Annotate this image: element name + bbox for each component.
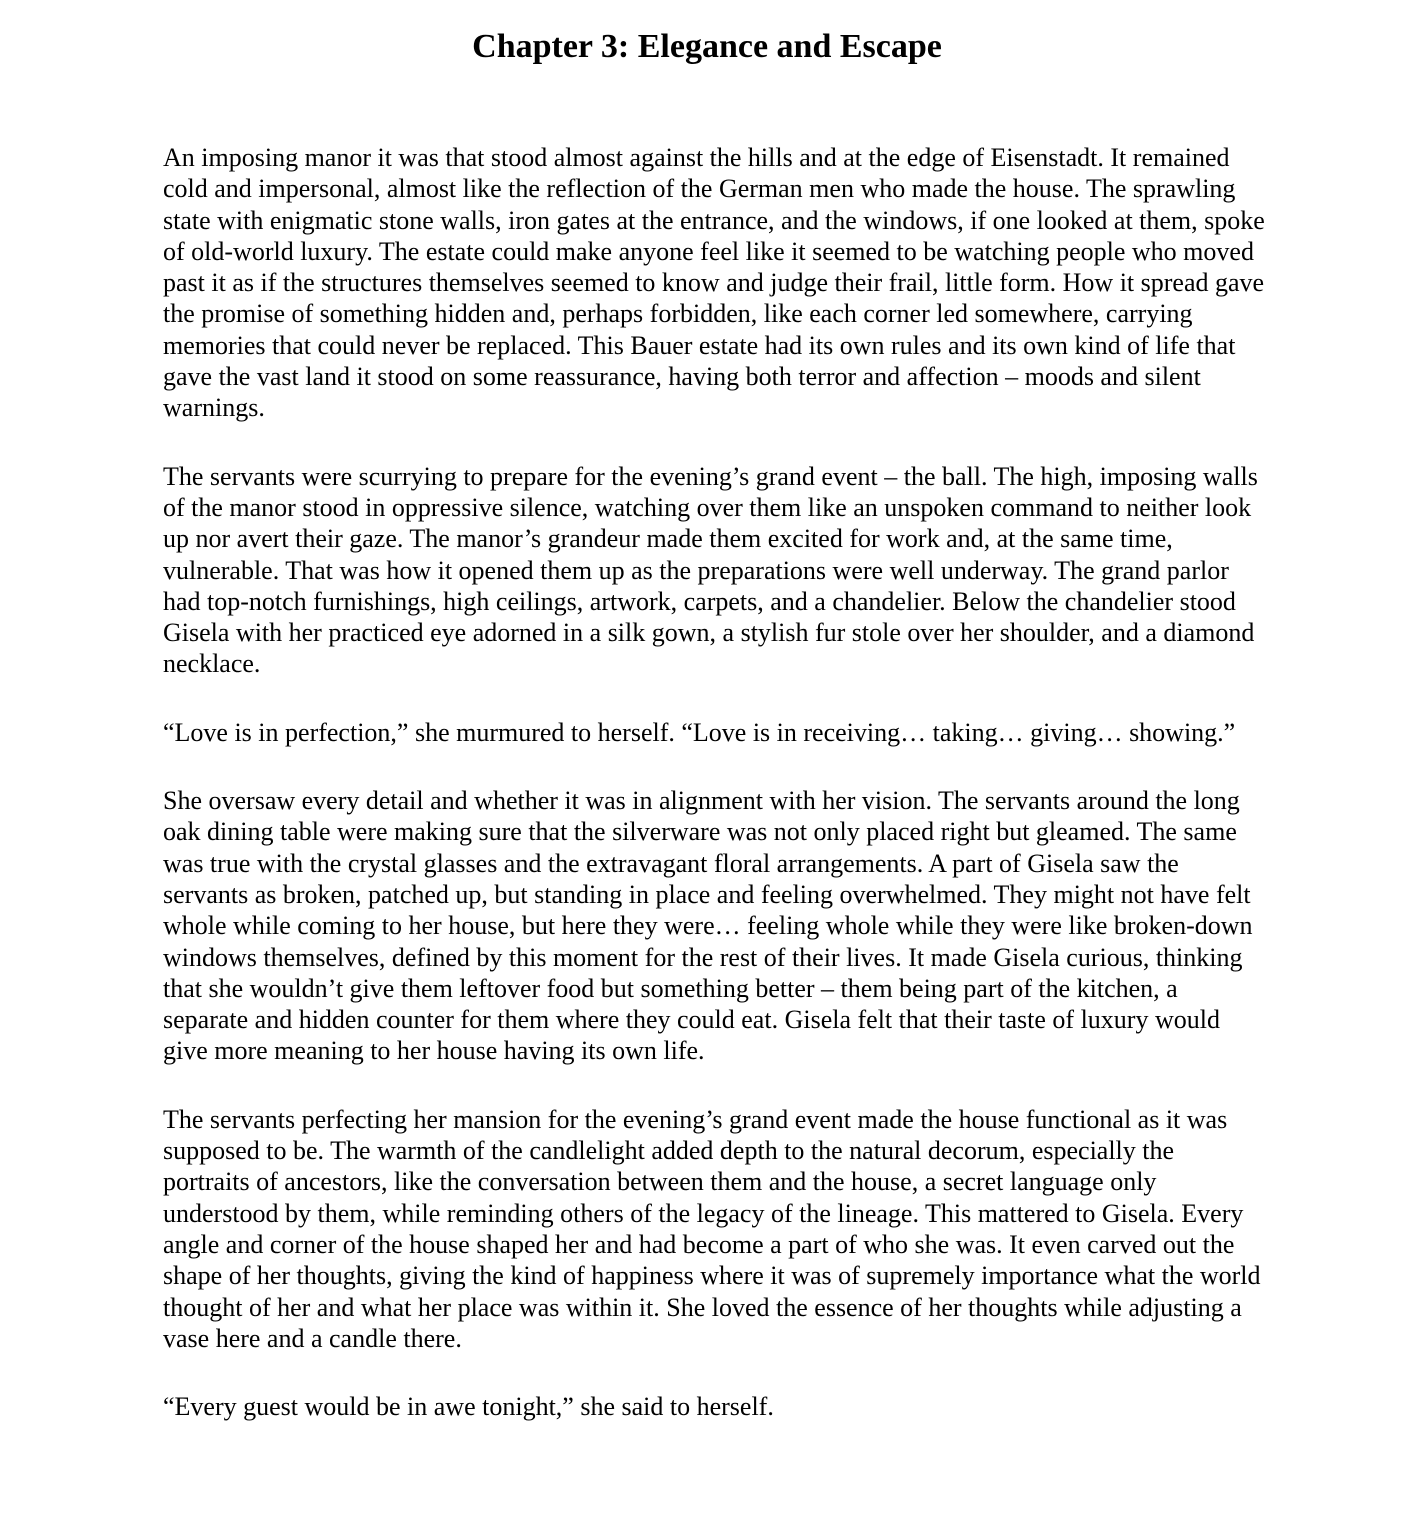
paragraph-house-legacy: The servants perfecting her mansion for the evening’s grand event made the house functional as it was supposed to be. The warmth of the candlelight added depth to the natural decorum, especially the portraits of ancestors, like the conversation between them and the house, a secret language only understood by them, while reminding others of the legacy of the lineage. This mattered to Gisela. Every angle and corner of the house shaped her and had become a part of who she was. It even carved out the shape of her thoughts, giving the kind of happiness where it was of supremely importance what the world thought of her and what her place was within it. She loved the essence of her thoughts while adjusting a vase here and a candle there. — [163, 1104, 1261, 1353]
paragraph-love-quote: “Love is in perfection,” she murmured to herself. “Love is in receiving… taking… giving… showing.” — [163, 717, 1236, 747]
paragraph-guest-quote: “Every guest would be in awe tonight,” she said to herself. — [163, 1392, 774, 1422]
paragraph-servants-preparing: The servants were scurrying to prepare for the evening’s grand event – the ball. The high, imposing walls of the manor stood in oppressive silence, watching over them like an unspoken command to neither look up nor avert their gaze. The manor’s grandeur made them excited for work and, at the same time, vulnerable. That was how it opened them up as the preparations were well underway. The grand parlor had top-notch furnishings, high ceilings, artwork, carpets, and a chandelier. Below the chandelier stood Gisela with her practiced eye adorned in a silk gown, a stylish fur stole over her shoulder, and a diamond necklace. — [163, 461, 1258, 679]
paragraph-manor-description: An imposing manor it was that stood almost against the hills and at the edge of Eisenstadt. It remained cold and impersonal, almost like the reflection of the German men who made the house. The sprawling state with enigmatic stone walls, iron gates at the entrance, and the windows, if one looked at them, spoke of old-world luxury. The estate could make anyone feel like it seemed to be watching people who moved past it as if the structures themselves seemed to know and judge their frail, little form. How it spread gave the promise of something hidden and, perhaps forbidden, like each corner led somewhere, carrying memories that could never be replaced. This Bauer estate had its own rules and its own kind of life that gave the vast land it stood on some reassurance, having both terror and affection – moods and silent warnings. — [163, 143, 1265, 423]
chapter-title: Chapter 3: Elegance and Escape — [472, 28, 942, 65]
paragraph-gisela-oversight: She oversaw every detail and whether it was in alignment with her vision. The servants around the long oak dining table were making sure that the silverware was not only placed right but gleamed. The same was true with the crystal glasses and the extravagant floral arrangements. A part of Gisela saw the servants as broken, patched up, but standing in place and feeling overwhelmed. They might not have felt whole while coming to her house, but here they were… feeling whole while they were like broken-down windows themselves, defined by this moment for the rest of their lives. It made Gisela curious, thinking that she wouldn’t give them leftover food but something better – them being part of the kitchen, a separate and hidden counter for them where they could eat. Gisela felt that their taste of luxury would give more meaning to her house having its own life. — [163, 786, 1253, 1066]
document-body — [163, 142, 1265, 1422]
